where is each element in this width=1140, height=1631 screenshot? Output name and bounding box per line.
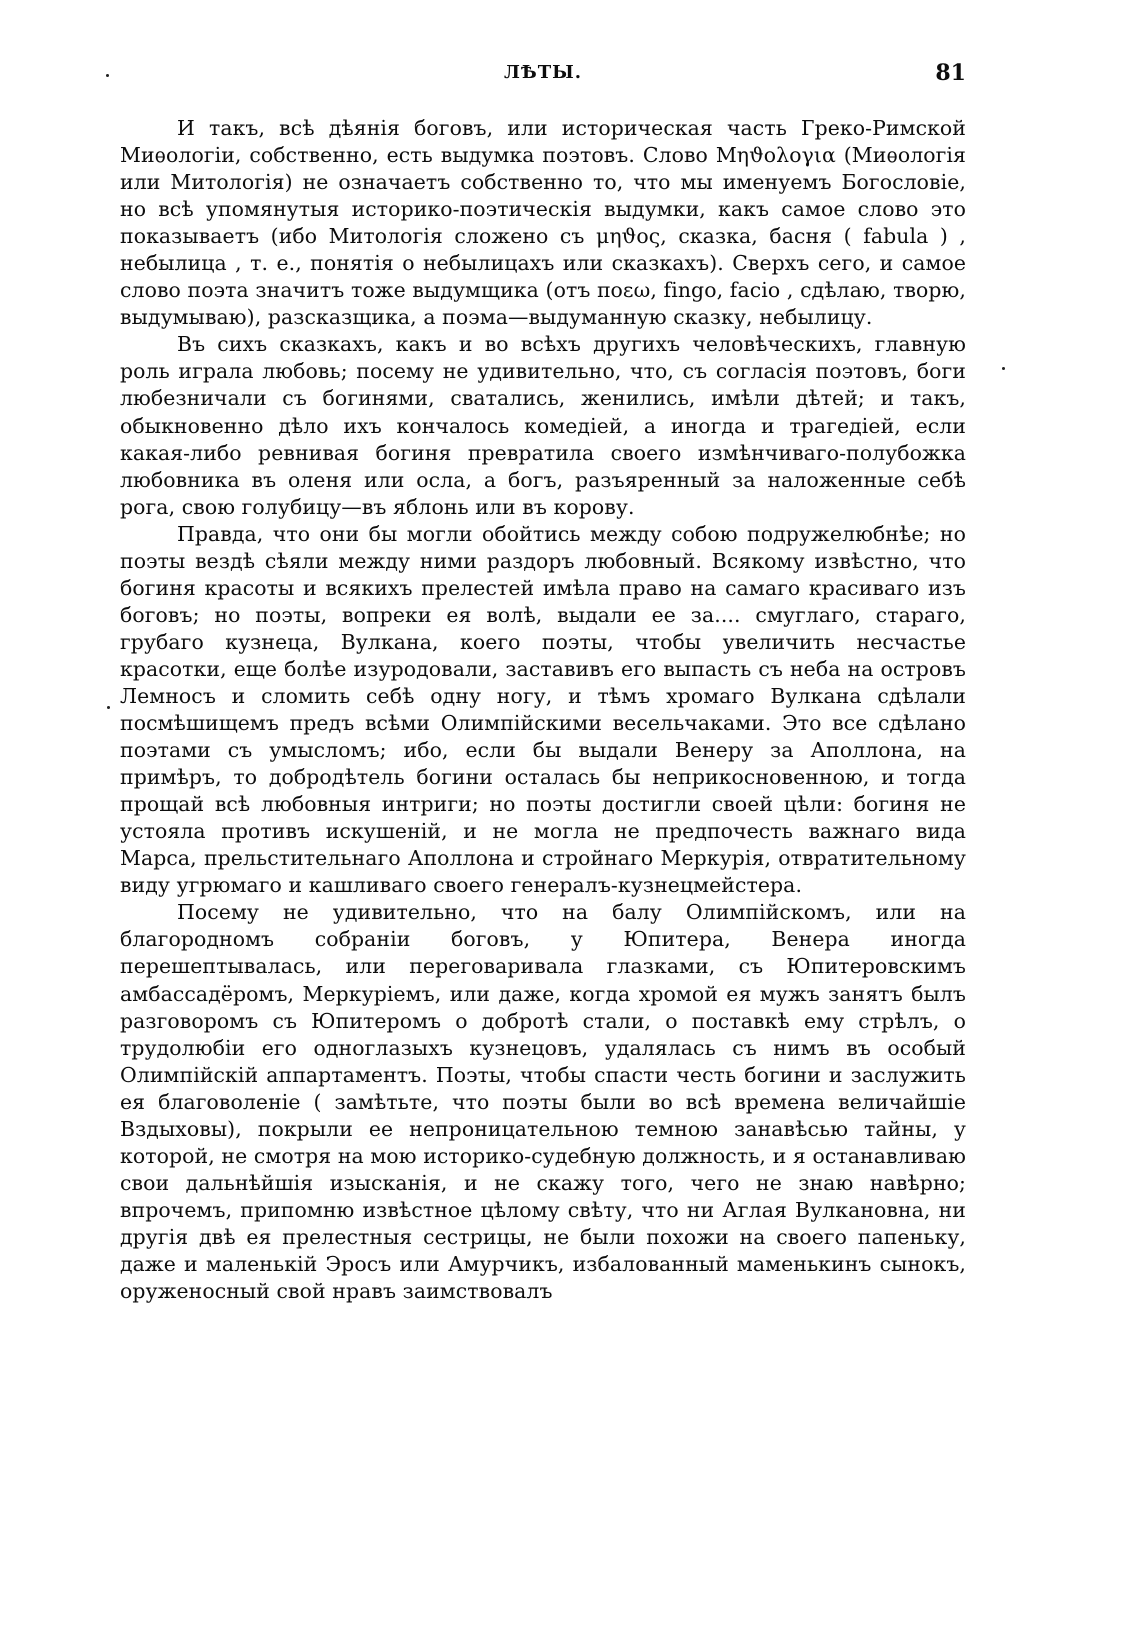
page-number: 81: [935, 60, 966, 86]
paragraph-4: Посему не удивительно, что на балу Олимпійскомъ, или на благородномъ собраніи боговъ, у Юпитера, Венера иногда перешептывалась, или переговаривала глазками, съ Юпитеровскимъ амбассадёромъ, Меркуріемъ, или даже, когда хромой ея мужъ занятъ былъ разговоромъ съ Юпитеромъ о добротѣ стали, о поставкѣ ему стрѣлъ, о трудолюбіи его одноглазыхъ кузнецовъ, удалялась съ нимъ въ особый Олимпійскій аппартаментъ. Поэты, чтобы спасти честь богини и заслужить ея благоволеніе ( замѣтьте, что поэты были во всѣ времена величайшіе Вздыховы), покрыли ее непроницательною темною занавѣсью тайны, у которой, не смотря на мою историко-судебную должность, и я останавливаю свои дальнѣйшія изысканія, и не скажу того, чего не знаю навѣрно; впрочемъ, припомню извѣстное цѣлому свѣту, что ни Аглая Вулкановна, ни другія двѣ ея прелестныя сестрицы, не были похожи на своего папеньку, даже и маленькій Эросъ или Амурчикъ, избалованный маменькинъ сынокъ, оруженосный свой нравъ заимствовалъ: [120, 900, 966, 1304]
paragraph-1: И такъ, всѣ дѣянія боговъ, или историческая часть Греко-Римской Миѳологіи, собственно, есть выдумка поэтовъ. Слово Μηϑολογια (Миѳологія или Митологія) не означаетъ собственно то, что мы именуемъ Богословіе, но всѣ упомянутыя историко-поэтическія выдумки, какъ самое слово это показываетъ (ибо Митологія сложено съ μηϑος, сказка, басня ( fabula ) , небылица , т. е., понятія о небылицахъ или сказкахъ). Сверхъ сего, и самое слово поэта значитъ тоже выдумщика (отъ ποεω, fingo, facio , сдѣлаю, творю, выдумываю), разсказщика, а поэма—выдуманную сказку, небылицу.: [120, 116, 966, 330]
paragraph-2: Въ сихъ сказкахъ, какъ и во всѣхъ другихъ человѣческихъ, главную роль играла любовь; посему не удивительно, что, съ согласія поэтовъ, боги любезничали съ богинями, сватались, женились, имѣли дѣтей; и такъ, обыкновенно дѣло ихъ кончалось комедіей, а иногда и трагедіей, если какая-либо ревнивая богиня превратила своего измѣнчиваго-полубожка любовника въ оленя или осла, а богъ, разъяренный за наложенные себѣ рога, свою голубицу—въ яблонь или въ корову.: [120, 332, 966, 519]
body-text: [120, 115, 966, 1305]
print-speck: [107, 706, 110, 709]
running-head: ЛѢТЫ.: [503, 62, 583, 83]
print-speck: [1002, 367, 1005, 370]
print-speck: [106, 74, 109, 77]
paragraph-3: Правда, что они бы могли обойтись между собою подружелюбнѣе; но поэты вездѣ сѣяли между ними раздоръ любовный. Всякому извѣстно, что богиня красоты и всякихъ прелестей имѣла право на самаго красиваго изъ боговъ; но поэты, вопреки ея волѣ, выдали ее за.... смуглаго, стараго, грубаго кузнеца, Вулкана, коего поэты, чтобы увеличить несчастье красотки, еще болѣе изуродовали, заставивъ его выпасть съ неба на островъ Лемносъ и сломить себѣ одну ногу, и тѣмъ хромаго Вулкана сдѣлали посмѣшищемъ предъ всѣми Олимпійскими весельчаками. Это все сдѣлано поэтами съ умысломъ; ибо, если бы выдали Венеру за Аполлона, на примѣръ, то добродѣтель богини осталась бы неприкосновенною, и тогда прощай всѣ любовныя интриги; но поэты достигли своей цѣли: богиня не устояла противъ искушеній, и не могла не предпочесть важнаго вида Марса, прельстительнаго Аполлона и стройнаго Меркурія, отвратительному виду угрюмаго и кашливаго своего генералъ-кузнецмейстера.: [120, 521, 966, 898]
page-header: [120, 62, 966, 92]
